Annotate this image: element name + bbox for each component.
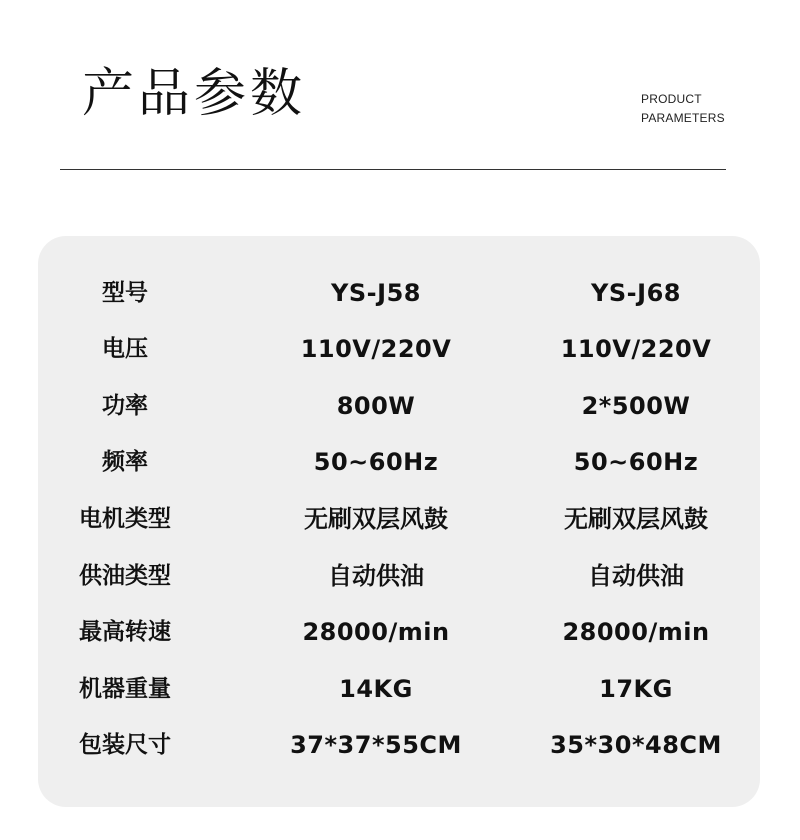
subtitle-line-parameters: PARAMETERS bbox=[641, 111, 725, 125]
spec-label: 功率 bbox=[102, 393, 148, 419]
spec-value-ys-j58: 50~60Hz bbox=[313, 448, 439, 476]
spec-value-ys-j58: 14KG bbox=[339, 675, 413, 703]
spec-row-motor-type bbox=[38, 499, 760, 539]
spec-row-model bbox=[38, 273, 760, 313]
spec-value-ys-j68: 28000/min bbox=[562, 618, 710, 646]
spec-value-ys-j58: 28000/min bbox=[302, 618, 450, 646]
header-divider bbox=[60, 169, 726, 170]
spec-value-ys-j68: 110V/220V bbox=[560, 335, 712, 363]
spec-label: 频率 bbox=[102, 449, 148, 475]
page-subtitle bbox=[641, 90, 725, 128]
spec-value-ys-j68: 50~60Hz bbox=[573, 448, 699, 476]
spec-label: 包装尺寸 bbox=[79, 732, 171, 758]
spec-value-ys-j68: YS-J68 bbox=[591, 279, 681, 307]
spec-row-voltage bbox=[38, 329, 760, 369]
spec-value-ys-j68: 17KG bbox=[599, 675, 673, 703]
spec-value-ys-j68: 35*30*48CM bbox=[550, 731, 722, 759]
spec-label: 最高转速 bbox=[79, 619, 171, 645]
spec-value-ys-j58: 自动供油 bbox=[328, 562, 424, 590]
spec-row-power bbox=[38, 386, 760, 426]
spec-value-ys-j68: 无刷双层风鼓 bbox=[564, 505, 708, 533]
spec-value-ys-j68: 2*500W bbox=[581, 392, 691, 420]
spec-value-ys-j68: 自动供油 bbox=[588, 562, 684, 590]
spec-row-package-size bbox=[38, 725, 760, 765]
spec-row-oil-supply bbox=[38, 556, 760, 596]
spec-value-ys-j58: 37*37*55CM bbox=[290, 731, 462, 759]
spec-row-frequency bbox=[38, 442, 760, 482]
spec-row-weight bbox=[38, 669, 760, 709]
spec-table-panel bbox=[38, 236, 760, 807]
spec-label: 型号 bbox=[102, 280, 148, 306]
spec-label: 电压 bbox=[102, 336, 148, 362]
spec-label: 电机类型 bbox=[79, 506, 171, 532]
spec-value-ys-j58: 无刷双层风鼓 bbox=[304, 505, 448, 533]
spec-row-max-speed bbox=[38, 612, 760, 652]
spec-value-ys-j58: 800W bbox=[336, 392, 416, 420]
spec-label: 供油类型 bbox=[79, 563, 171, 589]
subtitle-line-product: PRODUCT bbox=[641, 92, 702, 106]
spec-value-ys-j58: 110V/220V bbox=[300, 335, 452, 363]
spec-label: 机器重量 bbox=[79, 676, 171, 702]
spec-value-ys-j58: YS-J58 bbox=[331, 279, 421, 307]
page-title: 产品参数 bbox=[82, 64, 307, 124]
